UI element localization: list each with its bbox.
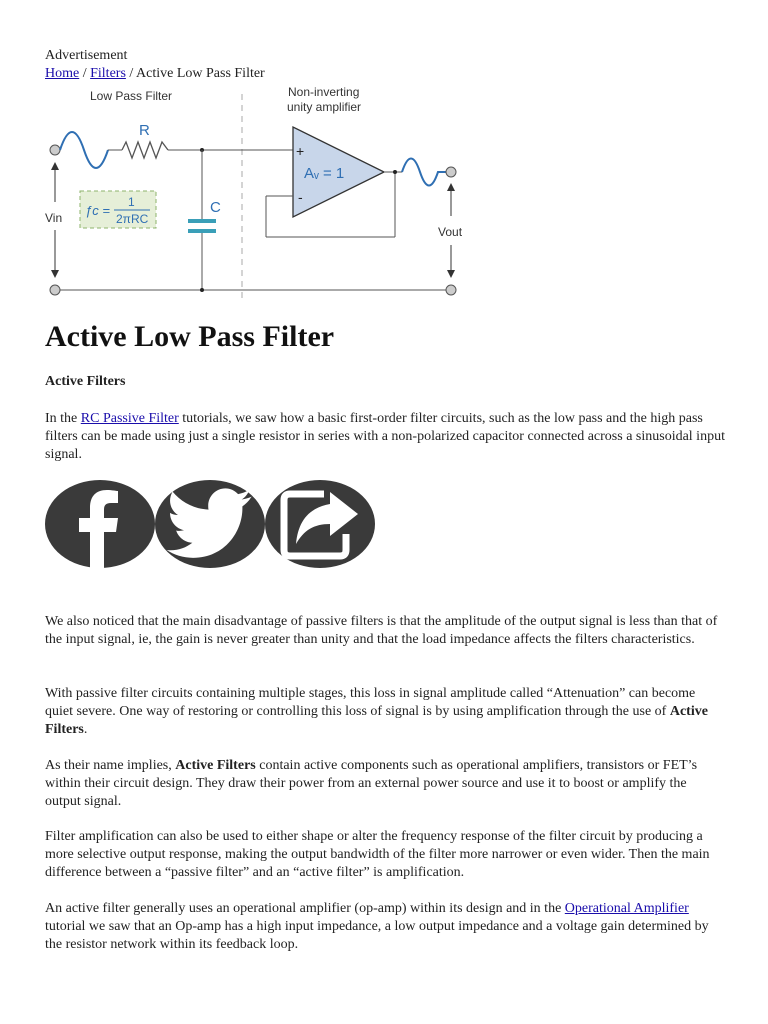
breadcrumb-separator: / bbox=[79, 66, 91, 81]
output-terminal bbox=[446, 167, 456, 177]
paragraph-3 bbox=[45, 685, 725, 740]
formula-denominator: 2πRC bbox=[116, 212, 149, 226]
text-span: With passive filter circuits containing multiple stages, this loss in signal amplitude called “Attenuation” can become quiet severe. One way of restoring or controlling this loss of signal is by using amplification through the use of bbox=[45, 686, 696, 720]
vout-label: Vout bbox=[438, 225, 463, 239]
vin-label: Vin bbox=[45, 211, 63, 225]
page-title: Active Low Pass Filter bbox=[45, 320, 335, 353]
share-button[interactable] bbox=[265, 480, 375, 568]
section-subheading: Active Filters bbox=[45, 374, 126, 389]
capacitor-symbol bbox=[188, 219, 216, 223]
amplifier-label-line2: unity amplifier bbox=[287, 100, 362, 114]
breadcrumb-filters-link[interactable]: Filters bbox=[90, 66, 126, 81]
facebook-icon bbox=[70, 480, 130, 568]
text-span: An active filter generally uses an operational amplifier (op-amp) within its design and in the bbox=[45, 901, 565, 916]
twitter-icon bbox=[165, 488, 255, 560]
paragraph-4 bbox=[45, 757, 725, 812]
breadcrumb-current: Active Low Pass Filter bbox=[136, 66, 265, 81]
ground-terminal-right bbox=[446, 285, 456, 295]
circuit-diagram bbox=[40, 82, 470, 304]
capacitor-label: C bbox=[210, 199, 221, 216]
resistor-symbol bbox=[122, 142, 168, 158]
ground-terminal-left bbox=[50, 285, 60, 295]
text-span: As their name implies, bbox=[45, 758, 176, 773]
text-span: tutorials, we saw how a basic first-order filter circuits, such as the low pass and the high pass filters can be made using just a single resistor in series with a non-polarized capacitor connected across a sinusoidal input signal. bbox=[45, 411, 725, 463]
facebook-share-button[interactable] bbox=[45, 480, 155, 568]
op-amp-minus: - bbox=[298, 189, 303, 205]
text-span: . bbox=[83, 722, 88, 738]
resistor-label: R bbox=[139, 122, 150, 139]
breadcrumb bbox=[45, 65, 265, 83]
bold-text: Active Filters bbox=[45, 704, 708, 738]
share-icon bbox=[280, 488, 360, 560]
breadcrumb-home-link[interactable]: Home bbox=[45, 66, 80, 81]
input-terminal bbox=[50, 145, 60, 155]
paragraph-5: Filter amplification can also be used to either shape or alter the frequency response of the filter circuit by producing a more selective output response, making the output bandwidth of the filter more narrower or even wider. Then the main difference between a “passive filter” and an “active filter” is amplification. bbox=[45, 829, 710, 881]
amplifier-label-line1: Non-inverting bbox=[288, 85, 360, 99]
bold-text: Active Filters bbox=[175, 758, 256, 773]
advertisement-label: Advertisement bbox=[45, 48, 128, 63]
share-buttons bbox=[45, 480, 375, 568]
paragraph-2: We also noticed that the main disadvantage of passive filters is that the amplitude of the output signal is less than that of the input signal, ie, the gain is never greater than unity and that the load impedance affects the filters characteristics. bbox=[45, 614, 718, 648]
formula-numerator: 1 bbox=[128, 195, 135, 209]
low-pass-filter-label: Low Pass Filter bbox=[90, 89, 173, 103]
output-sine-wave bbox=[402, 159, 446, 186]
text-span: tutorial we saw that an Op-amp has a high input impedance, a low output impedance and a voltage gain determined by the resistor network within its feedback loop. bbox=[45, 919, 709, 953]
formula-lhs: ƒc = bbox=[85, 203, 110, 218]
paragraph-6 bbox=[45, 900, 725, 955]
rc-passive-filter-link[interactable]: RC Passive Filter bbox=[80, 411, 179, 426]
input-sine-wave bbox=[60, 132, 108, 168]
text-span: contain active components such as operational amplifiers, transistors or FET’s within their circuit design. They draw their power from an external power source and use it to boost or amplify the output signal. bbox=[45, 758, 698, 810]
text-span: In the bbox=[45, 411, 81, 426]
paragraph-1 bbox=[45, 410, 725, 465]
op-amp-plus: + bbox=[296, 143, 305, 159]
breadcrumb-separator: / bbox=[125, 66, 137, 81]
op-amp-gain: Aᵥ = 1 bbox=[304, 165, 345, 182]
operational-amplifier-link[interactable]: Operational Amplifier bbox=[564, 901, 689, 916]
twitter-share-button[interactable] bbox=[155, 480, 265, 568]
